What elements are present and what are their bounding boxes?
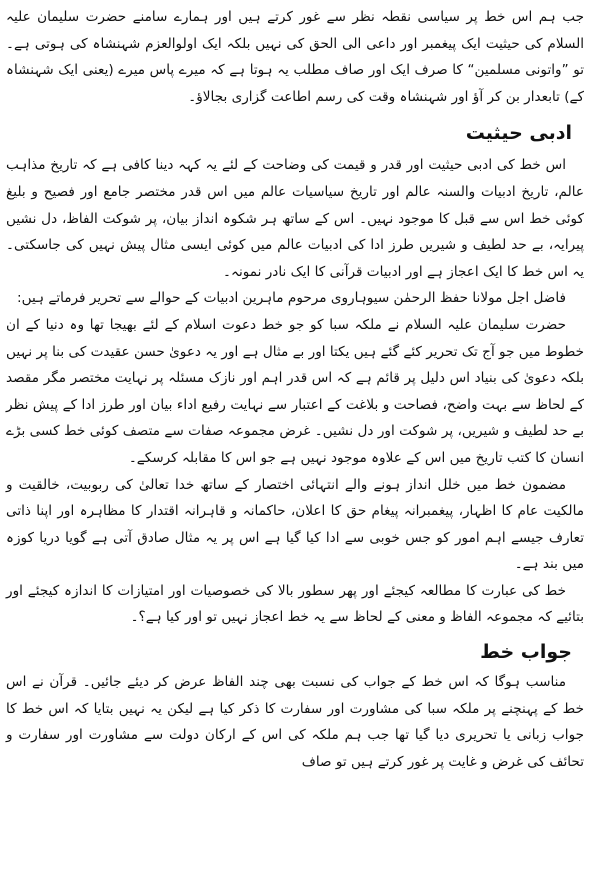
intro-paragraph: جب ہم اس خط پر سیاسی نقطہ نظر سے غور کرتے ہیں اور ہمارے سامنے حضرت سلیمان علیہ السلام کی حیثیت ایک پیغمبر اور داعی الی الحق کی نہیں بلکہ ایک اولوالعزم شہنشاہ کی ہوتی ہے۔ تو ”واتونی مسلمین“ کا صرف ایک اور صاف مطلب یہ ہوتا ہے کہ میرے پاس میرے (یعنی ایک شہنشاہ کے) تابعدار بن کر آؤ اور شہنشاہ وقت کی رسم اطاعت گزاری بجالاؤ۔: [6, 9, 584, 105]
document-page: [6, 4, 584, 870]
adabi-paragraph-4: مضمون خط میں خلل انداز ہونے والے انتہائی اختصار کے ساتھ خدا تعالیٰ کی ربوبیت، خالقیت و مالکیت عام کا اظہار، پیغمبرانہ پیغام حق کا اعلان، حاکمانہ و قاہرانہ اقتدار کا مظاہرہ اور اپنا ذاتی تعارف جیسے اہم امور کو جس خوبی سے ادا کیا گیا ہے اس پر یہ مثال صادق آتی ہے گویا دریا کوزہ میں بند ہے۔: [6, 476, 584, 573]
adabi-paragraph-1: اس خط کی ادبی حیثیت اور قدر و قیمت کی وضاحت کے لئے یہ کہہ دینا کافی ہے کہ تاریخ مذاہب عالم، تاریخ ادبیات والسنہ عالم اور تاریخ سیاسیات عالم میں اس قدر مختصر جامع اور فصیح و بلیغ کوئی خط اس سے قبل کا موجود نہیں۔ اس کے ساتھ ہر شکوہ انداز بیان، پر شوکت الفاظ، دل نشیں پیرایہ، بے حد لطیف و شیریں طرز ادا کی ادبیات عالم میں کوئی ایسی مثال پیش نہیں کی جاسکتی۔ یہ اس خط کا ایک اعجاز ہے اور ادبیات قرآنی کا ایک نادر نمونہ۔: [6, 157, 584, 280]
section-heading-jawab-khat: جواب خط: [480, 641, 572, 664]
adabi-paragraph-2: فاضل اجل مولانا حفظ الرحمٰن سیوہاروی مرحوم ماہرین ادبیات کے حوالے سے تحریر فرماتے ہیں:: [17, 290, 566, 307]
jawab-paragraph-1: مناسب ہوگا کہ اس خط کے جواب کی نسبت بھی چند الفاظ عرض کر دیئے جائیں۔ قرآن نے اس خط کے پہنچنے پر ملکہ سبا کی مشاورت اور سفارت کا ذکر کیا ہے لیکن یہ نہیں بتایا کہ اس خط کا جواب زبانی یا تحریری دیا گیا تھا جب ہم ملکہ کی اس کے ارکان دولت سے مشاورت اور سفارت و تحائف کی غرض و غایت پر غور کرتے ہیں تو صاف: [6, 674, 584, 770]
quoted-paragraph: حضرت سلیمان علیہ السلام نے ملکہ سبا کو جو خط دعوت اسلام کے لئے بھیجا تھا وہ دنیا کے ان خطوط میں جو آج تک تحریر کئے گئے ہیں یکتا اور بے مثال ہے اور یہ دعویٰ حسن عقیدت کی بنا پر نہیں بلکہ دعویٰ کی بنیاد اس دلیل پر قائم ہے کہ اس قدر اہم اور نازک مسئلہ پر نہایت مختصر مگر مقصد کے لحاظ سے بہت واضح، فصاحت و بلاغت کے اعتبار سے نہایت رفیع اداء بیان اور طرز ادا کے پیش نظر بے حد لطیف و شیریں، پر شوکت اور دل نشیں۔ غرض مجموعہ صفات سے متصف کوئی خط کسی بڑے انسان کا کتب تاریخ میں اس کے علاوہ موجود نہیں ہے جو اس کا مقابلہ کرسکے۔: [6, 316, 584, 466]
adabi-paragraph-5: خط کی عبارت کا مطالعہ کیجئے اور پھر سطور بالا کی خصوصیات اور امتیازات کا اندازہ کیجئے اور بتائیے کہ مجموعہ الفاظ و معنی کے لحاظ سے یہ خط اعجاز نہیں تو اور کیا ہے؟۔: [6, 582, 584, 626]
section-heading-adabi-haisiyat: ادبی حیثیت: [465, 122, 572, 145]
